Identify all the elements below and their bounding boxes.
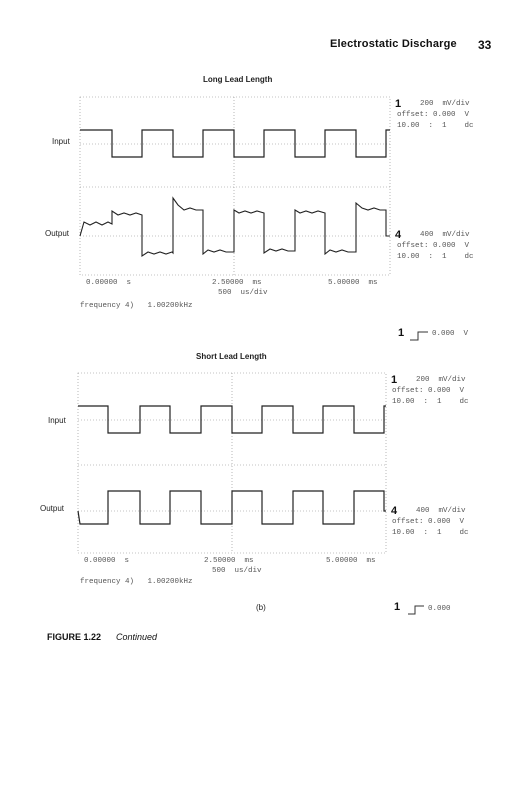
frequency-readout-short: frequency 4) 1.00200kHz <box>80 578 193 586</box>
figure-continued-note: Continued <box>116 632 158 642</box>
ch1-number-long: 1 <box>395 98 402 110</box>
ch1-coupling-short: 10.00 : 1 dc <box>392 398 469 406</box>
ch1-number-short: 1 <box>391 374 398 386</box>
subfigure-label: (b) <box>256 603 266 612</box>
trigger-channel-long: 1 <box>398 327 405 339</box>
plot-title-long: Long Lead Length <box>203 75 273 84</box>
ch4-scale-short: 400 mV/div <box>416 507 466 515</box>
ch1-scale-long: 200 mV/div <box>420 100 470 108</box>
input-trace-long <box>80 130 390 157</box>
ch4-number-short: 4 <box>391 505 398 517</box>
output-label-short: Output <box>40 504 65 513</box>
ch1-scale-short: 200 mV/div <box>416 376 466 384</box>
trigger-channel-short: 1 <box>394 601 401 613</box>
ch1-coupling-long: 10.00 : 1 dc <box>397 122 474 130</box>
figure-label: FIGURE 1.22 <box>47 632 102 642</box>
ch4-coupling-short: 10.00 : 1 dc <box>392 529 469 537</box>
trigger-level-long: 0.000 V <box>432 330 469 338</box>
ch4-number-long: 4 <box>395 229 402 241</box>
output-trace-long <box>80 198 390 256</box>
trigger-level-short: 0.000 <box>428 605 451 613</box>
frequency-readout-long: frequency 4) 1.00200kHz <box>80 302 193 310</box>
ch4-offset-short: offset: 0.000 V <box>392 518 465 526</box>
plot-title-short: Short Lead Length <box>196 352 267 361</box>
input-trace-short <box>78 406 386 433</box>
time-right-short: 5.00000 ms <box>326 557 376 565</box>
time-mid-long: 2.50000 ms <box>212 279 262 287</box>
ch1-offset-long: offset: 0.000 V <box>397 111 470 119</box>
trigger-edge-icon <box>408 604 428 616</box>
running-title: Electrostatic Discharge <box>330 38 457 50</box>
time-per-div-short: 500 us/div <box>212 567 262 575</box>
time-right-long: 5.00000 ms <box>328 279 378 287</box>
ch4-offset-long: offset: 0.000 V <box>397 242 470 250</box>
scope-grid-short <box>78 373 386 553</box>
scope-grid-long <box>80 97 390 275</box>
input-label-long: Input <box>52 137 70 146</box>
page-number: 33 <box>478 38 492 52</box>
input-label-short: Input <box>48 416 66 425</box>
trigger-edge-icon <box>410 330 430 342</box>
time-mid-short: 2.50000 ms <box>204 557 254 565</box>
output-label-long: Output <box>45 229 70 238</box>
time-per-div-long: 500 us/div <box>218 289 268 297</box>
time-left-short: 0.00000 s <box>84 557 130 565</box>
ch4-coupling-long: 10.00 : 1 dc <box>397 253 474 261</box>
time-left-long: 0.00000 s <box>86 279 132 287</box>
ch1-offset-short: offset: 0.000 V <box>392 387 465 395</box>
ch4-scale-long: 400 mV/div <box>420 231 470 239</box>
output-trace-short <box>78 491 386 524</box>
